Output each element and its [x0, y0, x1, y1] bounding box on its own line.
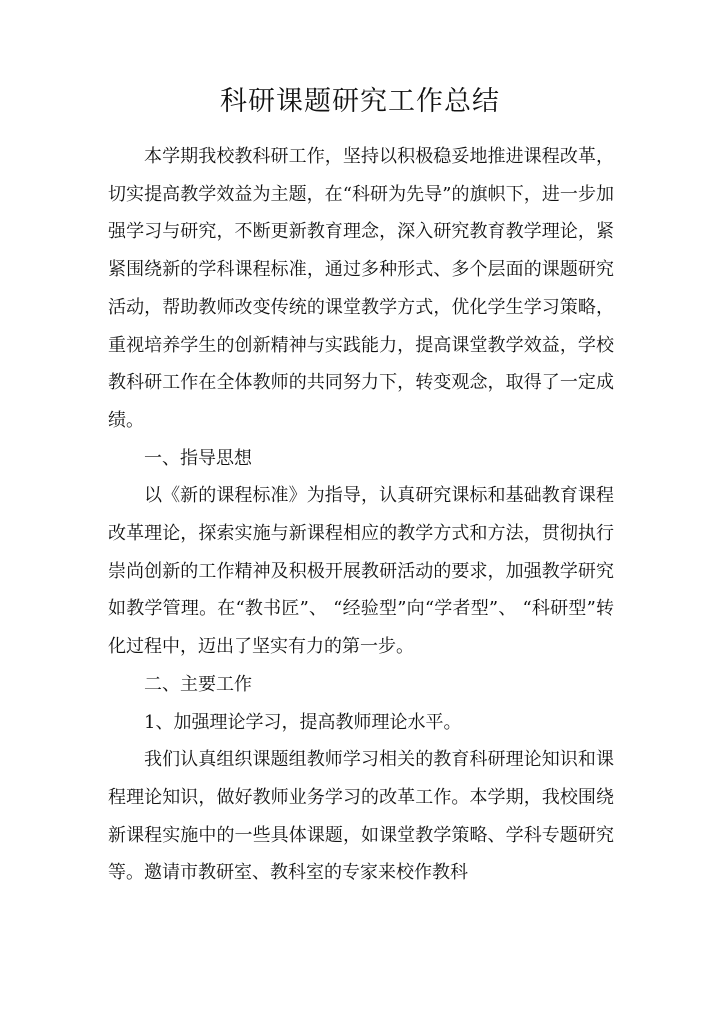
- paragraph-intro: 本学期我校教科研工作，坚持以积极稳妥地推进课程改革，切实提高教学效益为主题，在“科研为先导”的旗帜下，进一步加强学习与研究，不断更新教育理念，深入研究教育教学理论，紧紧围绕新的学科课程标准，通过多种形式、多个层面的课题研究活动，帮助教师改变传统的课堂教学方式，优化学生学习策略，重视培养学生的创新精神与实践能力，提高课堂教学效益，学校教科研工作在全体教师的共同努力下，转变观念，取得了一定成绩。: [108, 146, 614, 431]
- paragraph-theory-study: 我们认真组织课题组教师学习相关的教育科研理论知识和课程理论知识，做好教师业务学习的改革工作。本学期，我校围绕新课程实施中的一些具体课题，如课堂教学策略、学科专题研究等。邀请市教研室、教科室的专家来校作教科: [108, 749, 614, 884]
- section-heading-main-work: 二、主要工作: [144, 673, 252, 695]
- document-title: 科研课题研究工作总结: [220, 86, 500, 117]
- section-heading-guiding-thought: 一、指导思想: [144, 447, 252, 469]
- paragraph-guiding-thought: 以《新的课程标准》为指导，认真研究课标和基础教育课程改革理论，探索实施与新课程相应的教学方式和方法，贯彻执行崇尚创新的工作精神及积极开展教研活动的要求，加强教学研究如教学管理。在“教书匠”、 “经验型”向“学者型”、 “科研型”转化过程中，迈出了坚实有力的第一步。: [108, 485, 614, 658]
- document-body: [108, 138, 614, 892]
- subsection-heading-theory-study: 1、加强理论学习，提高教师理论水平。: [144, 711, 462, 733]
